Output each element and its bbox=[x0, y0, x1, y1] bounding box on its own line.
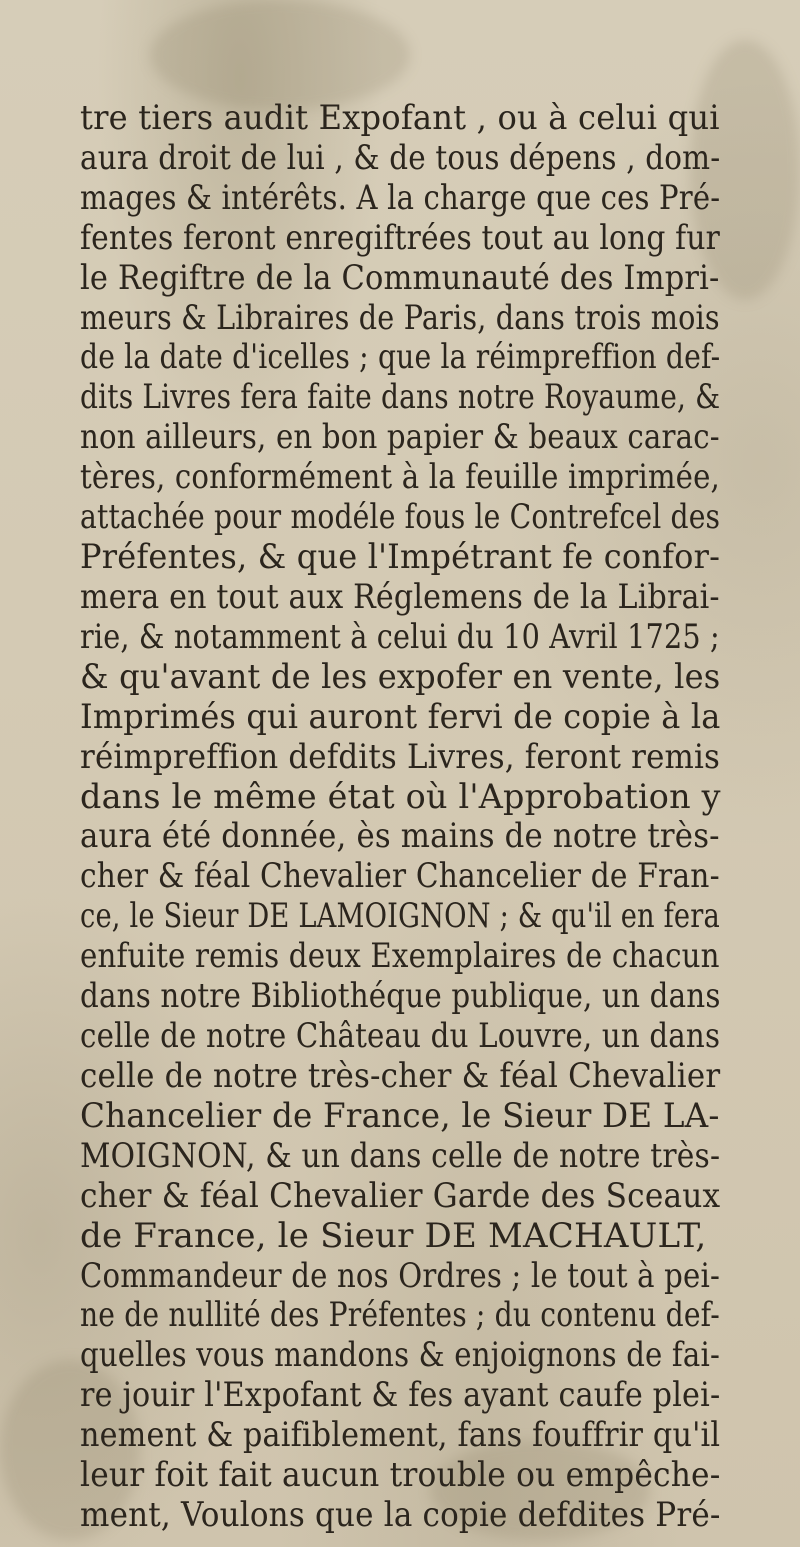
text-line: aura droit de lui , & de tous dépens , dom- bbox=[80, 138, 721, 178]
text-line: celle de notre très-cher & féal Chevalier bbox=[80, 1056, 721, 1096]
text-line: re jouir l'Expofant & fes ayant caufe plei- bbox=[80, 1375, 721, 1415]
text-line: dans le même état où l'Approbation y bbox=[80, 777, 721, 817]
text-line: mera en tout aux Réglemens de la Librai- bbox=[80, 577, 720, 617]
paper-stain bbox=[150, 0, 410, 110]
text-line: réimpreffion defdits Livres, feront remis bbox=[80, 737, 721, 777]
text-line: aura été donnée, ès mains de notre très- bbox=[80, 816, 720, 856]
text-line: de la date d'icelles ; que la réimpreffion def- bbox=[80, 337, 721, 377]
text-line: cher & féal Chevalier Chancelier de Fran- bbox=[80, 856, 720, 896]
text-line: dits Livres fera faite dans notre Royaume, & bbox=[80, 377, 721, 417]
text-line: cher & féal Chevalier Garde des Sceaux bbox=[80, 1176, 721, 1216]
text-line: Imprimés qui auront fervi de copie à la bbox=[80, 697, 721, 737]
text-line: celle de notre Château du Louvre, un dans bbox=[80, 1016, 721, 1056]
text-line: tre tiers audit Expofant , ou à celui qui bbox=[80, 98, 720, 138]
text-line: quelles vous mandons & enjoignons de fai- bbox=[80, 1335, 721, 1375]
text-line: Préfentes, & que l'Impétrant fe confor- bbox=[80, 537, 721, 577]
text-line: leur foit fait aucun trouble ou empêche- bbox=[80, 1455, 721, 1495]
text-line: non ailleurs, en bon papier & beaux carac- bbox=[80, 417, 720, 457]
text-line: Chancelier de France, le Sieur DE LA- bbox=[80, 1096, 720, 1136]
text-line: Commandeur de nos Ordres ; le tout à pei- bbox=[80, 1256, 721, 1296]
text-line: meurs & Libraires de Paris, dans trois mois bbox=[80, 298, 720, 338]
text-line: ne de nullité des Préfentes ; du contenu def- bbox=[80, 1295, 720, 1335]
text-line: enfuite remis deux Exemplaires de chacun bbox=[80, 936, 720, 976]
text-line: ce, le Sieur DE LAMOIGNON ; & qu'il en fera bbox=[80, 896, 720, 936]
text-line: attachée pour modéle fous le Contrefcel des bbox=[80, 497, 721, 537]
text-line: nement & paifiblement, fans fouffrir qu'il bbox=[80, 1415, 721, 1455]
text-line: ment, Voulons que la copie defdites Pré- bbox=[80, 1495, 721, 1535]
text-line: mages & intérêts. A la charge que ces Pré- bbox=[80, 178, 721, 218]
text-line: MOIGNON, & un dans celle de notre très- bbox=[80, 1136, 721, 1176]
text-line: tères, conformément à la feuille imprimée, bbox=[80, 457, 721, 497]
text-line: & qu'avant de les expofer en vente, les bbox=[80, 657, 721, 697]
text-line: le Regiftre de la Communauté des Impri- bbox=[80, 258, 720, 298]
text-line: fentes feront enregiftrées tout au long fur bbox=[80, 218, 720, 258]
text-line: rie, & notamment à celui du 10 Avril 1725 ; bbox=[80, 617, 720, 657]
text-line: de France, le Sieur DE MACHAULT, bbox=[80, 1216, 707, 1256]
text-line: dans notre Bibliothéque publique, un dans bbox=[80, 976, 721, 1016]
